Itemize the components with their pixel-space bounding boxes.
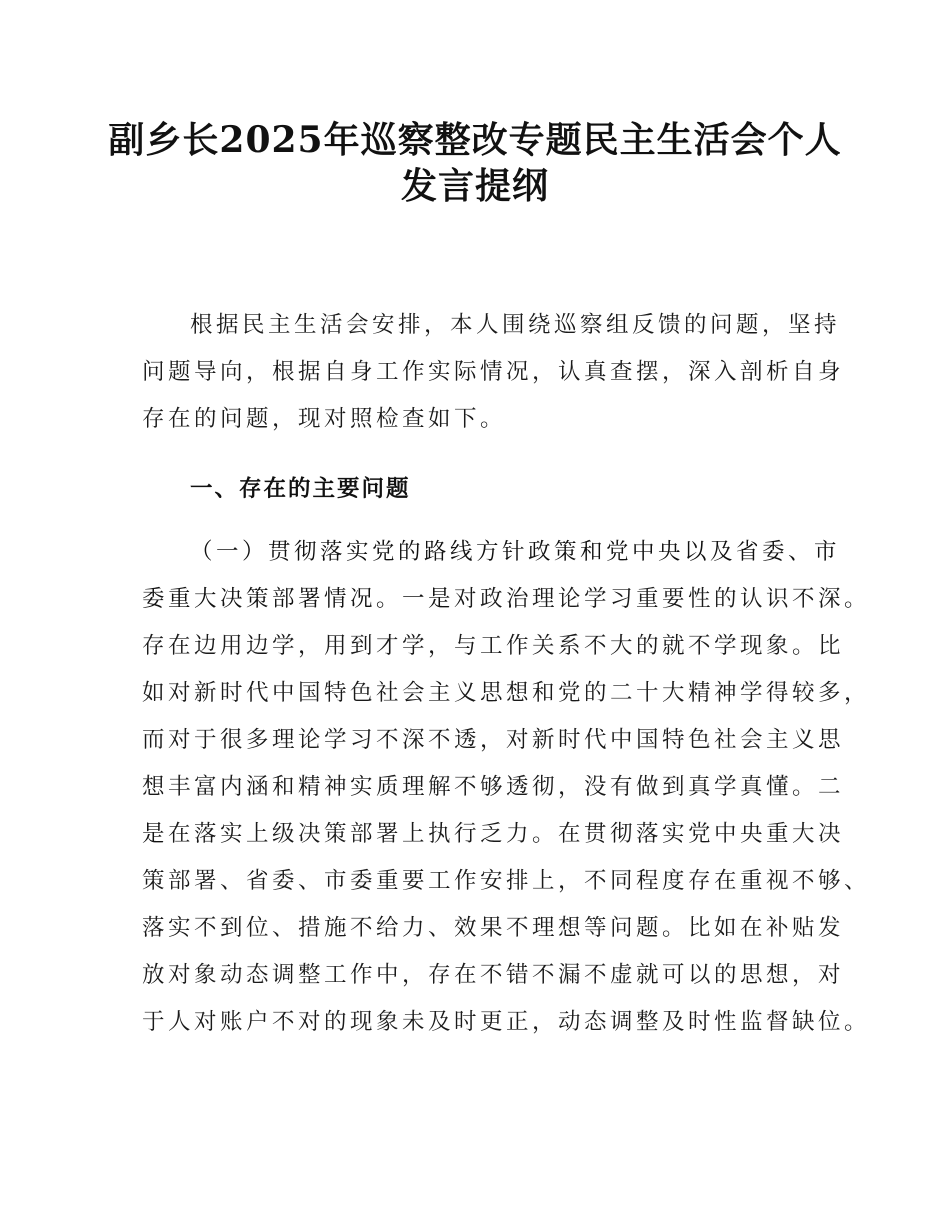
intro-line: 存在的问题，现对照检查如下。 [142, 406, 507, 432]
subsection-line: 放对象动态调整工作中，存在不错不漏不虚就可以的思想，对 [142, 962, 845, 988]
subsection-line [142, 811, 845, 858]
subsection-paragraph-1 [142, 529, 871, 1046]
point-text: 想丰富内涵和精神实质理解不够透彻，没有做到真学真懂。 [142, 774, 819, 800]
intro-paragraph [142, 302, 845, 443]
point-marker: 是 [142, 821, 169, 847]
intro-line: 根据民主生活会安排，本人围绕巡察组反馈的问题，坚持 [190, 312, 841, 338]
subsection-line: 而对于很多理论学习不深不透，对新时代中国特色社会主义思 [142, 727, 845, 753]
document-title-line-2: 发言提纲 [400, 165, 549, 207]
subsection-line: 于人对账户不对的现象未及时更正，动态调整及时性监督缺位。 [142, 1009, 871, 1035]
intro-line: 问题导向，根据自身工作实际情况，认真查摆，深入剖析自身 [142, 359, 845, 385]
point-text: 对政治理论学习重要性的认识不深。 [454, 586, 871, 612]
point-marker: 一是 [402, 586, 455, 612]
point-text: 在落实上级决策部署上执行乏力。在贯彻落实党中央重大决 [168, 821, 845, 847]
point-marker: 二 [818, 774, 845, 800]
subsection-line: 落实不到位、措施不给力、效果不理想等问题。比如在补贴发 [142, 915, 845, 941]
subsection-line [142, 764, 845, 811]
subsection-heading-line: （一）贯彻落实党的路线方针政策和党中央以及省委、市 [190, 539, 841, 565]
subsection-line: 如对新时代中国特色社会主义思想和党的二十大精神学得较多， [142, 680, 871, 706]
section-heading-1: 一、存在的主要问题 [190, 476, 411, 502]
document-title-line-1: 副乡长2025年巡察整改专题民主生活会个人 [108, 119, 842, 161]
subsection-line: 存在边用边学，用到才学，与工作关系不大的就不学现象。比 [142, 633, 845, 659]
subsection-heading-tail: 委重大决策部署情况。 [142, 586, 403, 612]
subsection-line: 策部署、省委、市委重要工作安排上，不同程度存在重视不够、 [142, 868, 871, 894]
subsection-line [142, 576, 871, 623]
